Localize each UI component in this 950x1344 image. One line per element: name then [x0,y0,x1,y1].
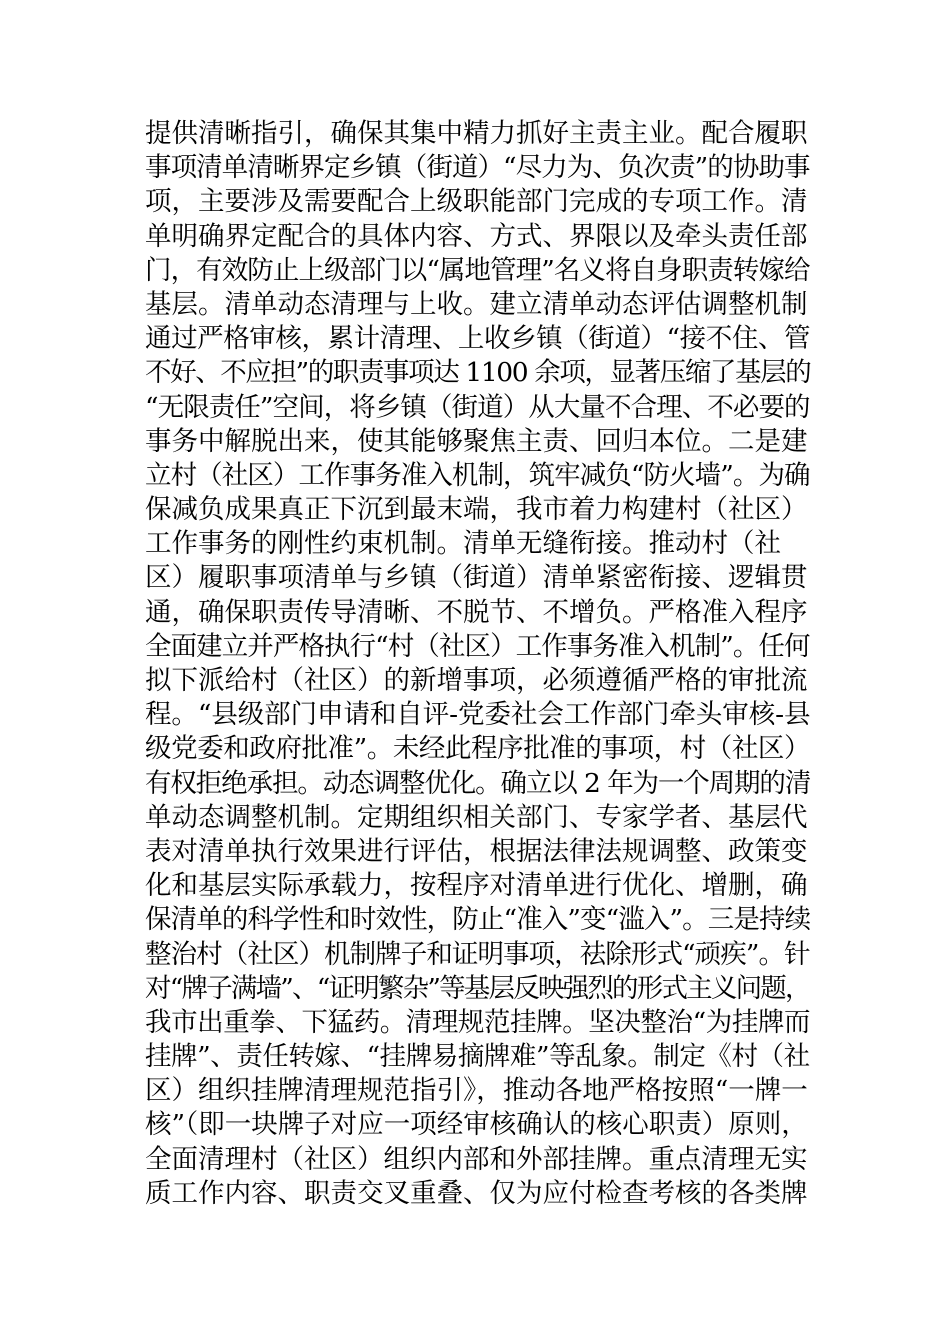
text-line: 保减负成果真正下沉到最末端，我市着力构建村（社区） [145,494,808,526]
text-line: 级党委和政府批准”。未经此程序批准的事项，村（社区） [145,733,811,765]
text-line: 项，主要涉及需要配合上级职能部门完成的专项工作。清 [145,186,808,218]
text-line: 我市出重拳、下猛药。清理规范挂牌。坚决整治“为挂牌而 [145,1006,811,1038]
text-line: 区）履职事项清单与乡镇（街道）清单紧密衔接、逻辑贯 [145,562,808,594]
text-line: 全面建立并严格执行“村（社区）工作事务准入机制”。任何 [145,630,810,662]
text-line: 表对清单执行效果进行评估，根据法律法规调整、政策变 [145,835,808,867]
text-line: 拟下派给村（社区）的新增事项，必须遵循严格的审批流 [145,665,808,696]
text-line: 区）组织挂牌清理规范指引》，推动各地严格按照“一牌一 [145,1075,808,1107]
text-line: 门，有效防止上级部门以“属地管理”名义将自身职责转嫁给 [145,254,810,286]
text-line: 单动态调整机制。定期组织相关部门、专家学者、基层代 [145,801,808,833]
text-line: 对“牌子满墙”、“证明繁杂”等基层反映强烈的形式主义问题， [145,972,810,1004]
text-line: 基层。清单动态清理与上收。建立清单动态评估调整机制 [145,288,808,320]
text-line: 挂牌”、责任转嫁、“挂牌易摘牌难”等乱象。制定《村（社 [145,1041,810,1073]
document-body-text [145,117,810,1211]
text-line: “无限责任”空间，将乡镇（街道）从大量不合理、不必要的 [145,391,810,423]
text-line: 事务中解脱出来，使其能够聚焦主责、回归本位。二是建 [145,425,808,457]
text-line: 质工作内容、职责交叉重叠、仅为应付检查考核的各类牌 [145,1177,808,1209]
text-line: 整治村（社区）机制牌子和证明事项，祛除形式“顽疾”。针 [145,938,810,970]
text-line: 单明确界定配合的具体内容、方式、界限以及牵头责任部 [145,220,808,252]
text-line: 通过严格审核，累计清理、上收乡镇（街道）“接不住、管 [145,323,811,355]
text-line: 事项清单清晰界定乡镇（街道）“尽力为、负次责”的协助事 [145,152,810,184]
text-line: 程。“县级部门申请和自评-党委社会工作部门牵头审核-县 [145,699,811,731]
text-line: 工作事务的刚性约束机制。清单无缝衔接。推动村（社 [145,528,781,560]
text-line: 全面清理村（社区）组织内部和外部挂牌。重点清理无实 [145,1143,808,1175]
text-line: 核”（即一块牌子对应一项经审核确认的核心职责）原则， [145,1109,808,1141]
text-line: 有权拒绝承担。动态调整优化。确立以 2 年为一个周期的清 [145,767,811,799]
text-line: 提供清晰指引，确保其集中精力抓好主责主业。配合履职 [145,118,808,149]
text-line: 化和基层实际承载力，按程序对清单进行优化、增删，确 [145,870,808,902]
text-line: 保清单的科学性和时效性，防止“准入”变“滥入”。三是持续 [145,904,811,936]
text-line: 不好、不应担”的职责事项达 1100 余项，显著压缩了基层的 [145,357,811,389]
text-line: 通，确保职责传导清晰、不脱节、不增负。严格准入程序 [145,596,808,628]
text-line: 立村（社区）工作事务准入机制，筑牢减负“防火墙”。为确 [145,459,810,491]
